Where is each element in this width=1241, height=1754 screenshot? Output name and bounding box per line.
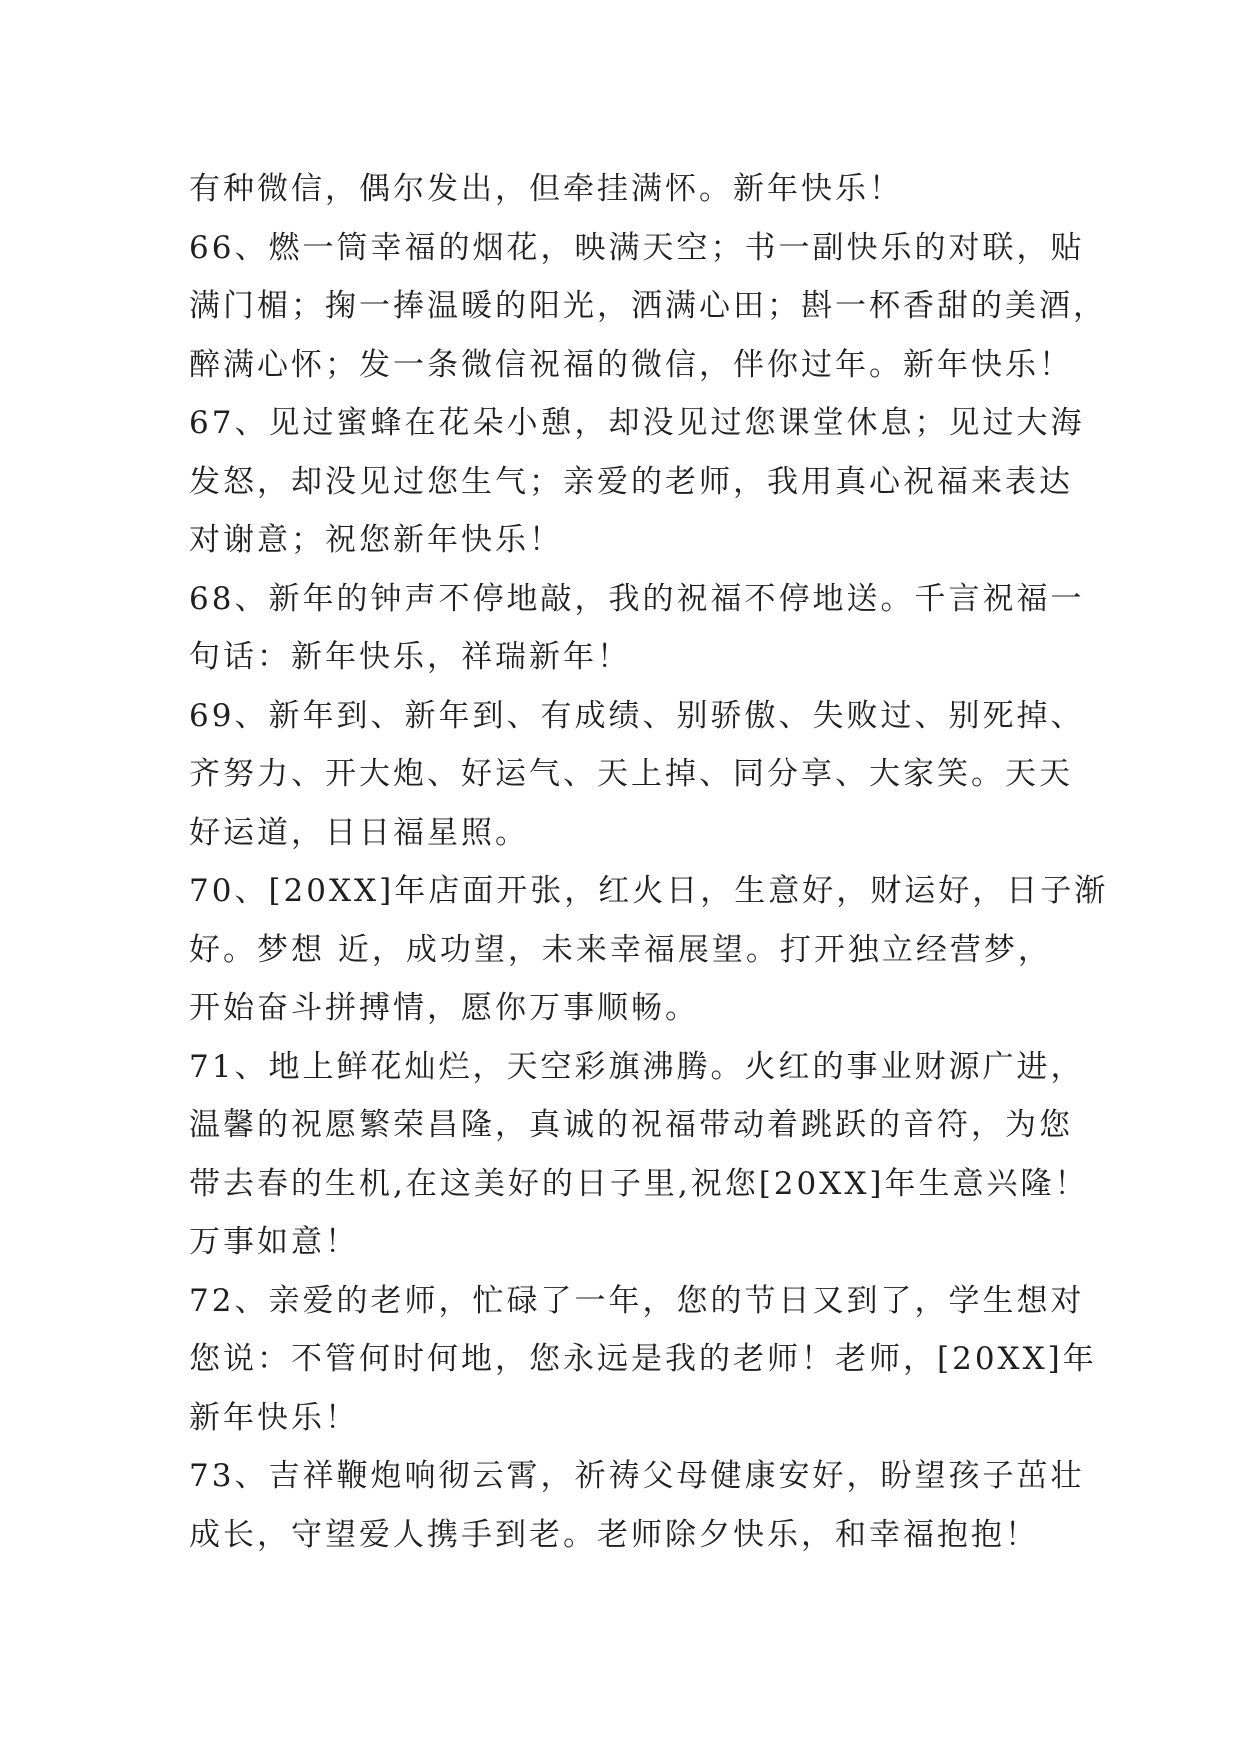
text-line: 有种微信，偶尔发出，但牵挂满怀。新年快乐！ [189,171,903,207]
text-line: 71、地上鲜花灿烂，天空彩旗沸腾。火红的事业财源广进， [189,1048,1085,1085]
text-line: 带去春的生机,在这美好的日子里,祝您[20XX]年生意兴隆！ [189,1165,1089,1202]
text-line: 开始奋斗拼搏情，愿你万事顺畅。 [189,990,699,1026]
text-line: 69、新年到、新年到、有成绩、别骄傲、失败过、别死掉、 [189,697,1085,734]
text-line: 67、见过蜜蜂在花朵小憩，却没见过您课堂休息；见过大海 [189,405,1085,441]
text-line: 齐努力、开大炮、好运气、天上掉、同分享、大家笑。天天 [189,756,1073,792]
text-line: 66、燃一筒幸福的烟花，映满天空；书一副快乐的对联，贴 [189,229,1085,266]
text-line: 73、吉祥鞭炮响彻云霄，祈祷父母健康安好，盼望孩子茁壮 [189,1458,1085,1494]
text-line: 70、[20XX]年店面开张，红火日，生意好，财运好，日子渐 [189,873,1109,909]
text-line: 68、新年的钟声不停地敲，我的祝福不停地送。千言祝福一 [189,580,1085,617]
text-line: 好运道，日日福星照。 [189,814,529,851]
text-line: 您说：不管何时何地，您永远是我的老师！老师，[20XX]年 [189,1341,1097,1377]
text-line: 句话：新年快乐，祥瑞新年！ [189,639,631,675]
text-line: 满门楣；掬一捧温暖的阳光，洒满心田；斟一杯香甜的美酒， [189,288,1107,324]
text-line: 醉满心怀；发一条微信祝福的微信，伴你过年。新年快乐！ [189,346,1073,383]
text-line: 成长，守望爱人携手到老。老师除夕快乐，和幸福抱抱！ [189,1516,1039,1553]
text-line: 温馨的祝愿繁荣昌隆，真诚的祝福带动着跳跃的音符，为您 [189,1107,1073,1143]
text-line: 发怒，却没见过您生气；亲爱的老师，我用真心祝福来表达 [189,463,1073,500]
text-line: 对谢意；祝您新年快乐！ [189,522,563,558]
text-line: 新年快乐！ [189,1399,359,1436]
text-line: 万事如意！ [189,1224,359,1260]
document-body [189,160,1109,1564]
text-line: 72、亲爱的老师，忙碌了一年，您的节日又到了，学生想对 [189,1282,1085,1319]
text-line: 好。梦想 近，成功望，未来幸福展望。打开独立经营梦， [189,931,1052,968]
